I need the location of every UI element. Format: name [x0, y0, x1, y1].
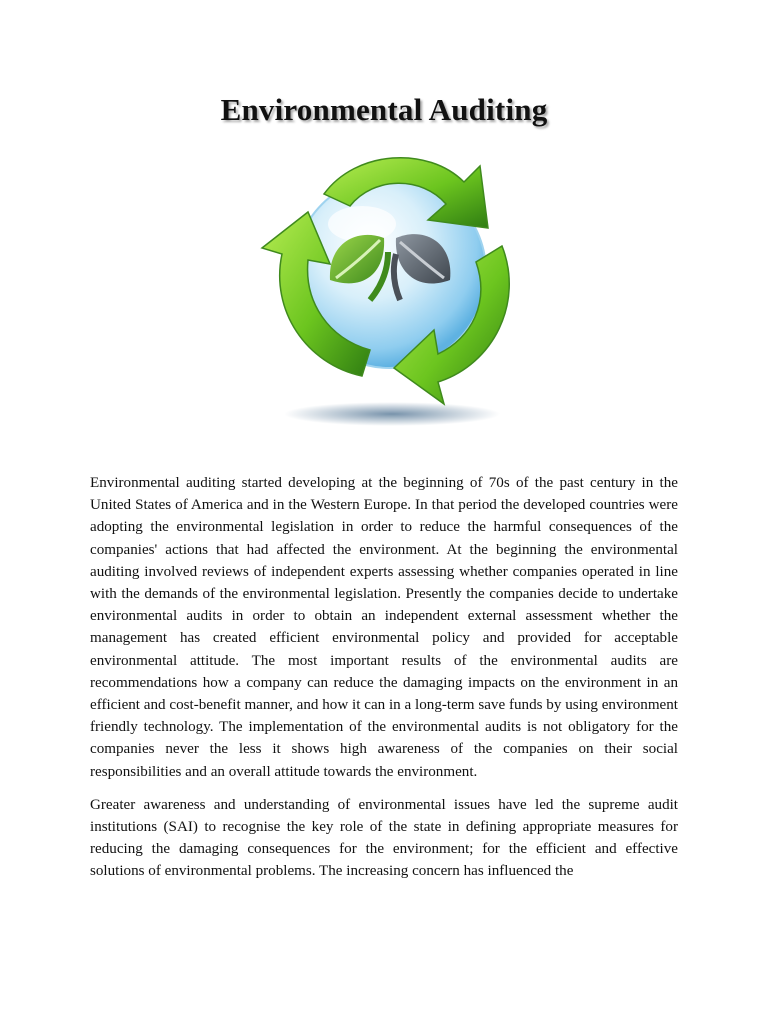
body-text — [90, 472, 678, 894]
paragraph-1: Environmental auditing started developing at the beginning of 70s of the past century in the United States of America and in the Western Europe. In that period the developed countries were adopting the environmental legislation in order to reduce the harmful consequences of the companies' actions that had affected the environment. At the beginning the environmental auditing involved reviews of independent experts assessing whether companies operated in line with the demands of the environmental legislation. Presently the companies decide to undertake environmental audits in order to obtain an independent external assessment whether the management has created efficient environmental policy and provided for acceptable environmental attitude. The most important results of the environmental audits are recommendations how a company can reduce the damaging impacts on the environment in an efficient and cost-benefit manner, and how it can in a long-term save funds by using environment friendly technology. The implementation of the environmental audits is not obligatory for the companies never the less it shows high awareness of the companies on their social responsibilities and an overall attitude towards the environment. — [90, 475, 678, 780]
recycle-leaf-globe-icon — [258, 142, 522, 432]
page-title: Environmental Auditing — [220, 92, 548, 127]
paragraph-2: Greater awareness and understanding of environmental issues have led the supreme audit institutions (SAI) to recognise the key role of the state in defining appropriate measures for reducing the damaging consequences for the environment; for the efficient and effective solutions of environmental problems. The increasing concern has influenced the — [90, 796, 678, 880]
